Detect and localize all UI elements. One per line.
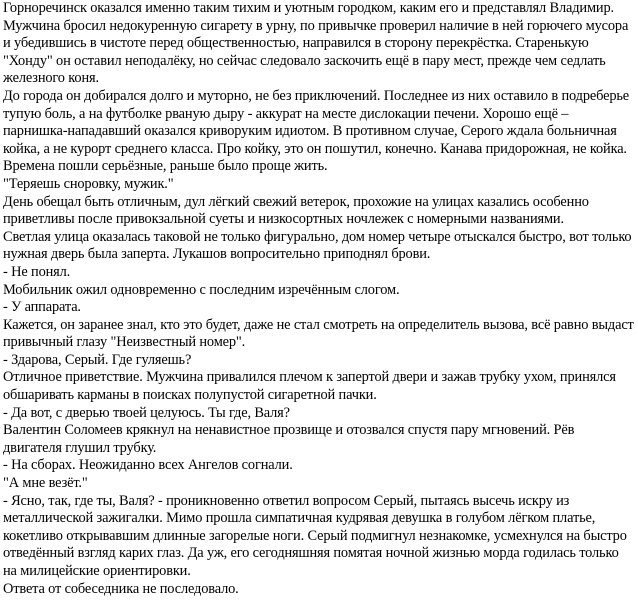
paragraph-16: - Ясно, так, где ты, Валя? - проникновенно ответил вопросом Серый, пытаясь высечь искру из металлической зажигалки. Мимо прошла симпатичная кудрявая девушка в голубом лёгком платье, кокетливо открывавшим длинные загорелые ноги. Серый подмигнул незнакомке, усмехнулся на быстро отведённый взгляд карих глаз. Да уж, его сегодняшняя помятая ночной жизнью морда годилась только на милицейские ориентировки. [3,492,627,579]
paragraph-7: Мобильник ожил одновременно с последним изречённым слогом. [3,281,400,298]
paragraph-17: Ответа от собеседника не последовало. [3,580,239,597]
paragraph-13: Валентин Соломеев крякнул на ненавистное прозвище и отозвался спустя пару мгновений. Рёв двигателя глушил трубку. [3,422,575,456]
paragraph-9: Кажется, он заранее знал, кто это будет, даже не стал смотреть на определитель вызова, всё равно выдаст привычный глазу "Неизвестный номер". [3,316,634,351]
paragraph-6: - Не понял. [3,263,71,280]
paragraph-2: До города он добирался долго и муторно, не без приключений. Последнее из них оставило в подреберье тупую боль, а на футболке рваную дыру - аккурат на месте дислокации печени. Хорошо ещё – парнишка-нападавший оказался криворуким идиотом. В противном случае, Серого ждала больничная койка, а не курорт среднего класса. Про койку, это он пошутил, конечно. Канава придорожная, не койка. Времена пошли серьёзные, раньше было проще жить. [3,87,630,175]
paragraph-1: Горноречинск оказался именно таким тихим и уютным городком, каким его и представлял Владимир. Мужчина бросил недокуренную сигарету в урну, по привычке проверил наличие в ней горючего мусора и убедившись в чистоте перед общественностью, направился в сторону перекрёстка. Старенькую "Хонду" он оставил неподалёку, но сейчас следовало заскочить ещё в пару мест, прежде чем седлать железного коня. [3,0,629,87]
paragraph-3: "Теряешь сноровку, мужик." [3,175,174,192]
paragraph-4: День обещал быть отличным, дул лёгкий свежий ветерок, прохожие на улицах казались особенно приветливы после привокзальной суеты и низкосортных ночлежек с номерными названиями. [3,193,589,228]
paragraph-5: Светлая улица оказалась таковой не только фигурально, дом номер четыре отыскался быстро, вот только нужная дверь была заперта. Лукашов вопросительно приподнял брови. [3,228,632,263]
paragraph-11: Отличное приветствие. Мужчина привалился плечом к запертой двери и зажав трубку ухом, принялся обшаривать карманы в поисках полупустой сигаретной пачки. [3,369,616,404]
paragraph-8: - У аппарата. [3,299,81,316]
paragraph-14: - На сборах. Неожиданно всех Ангелов согнали. [3,457,293,474]
paragraph-15: "А мне везёт." [3,475,88,492]
paragraph-12: - Да вот, с дверью твоей целуюсь. Ты где, Валя? [3,404,290,421]
paragraph-10: - Здарова, Серый. Где гуляешь? [3,351,192,368]
